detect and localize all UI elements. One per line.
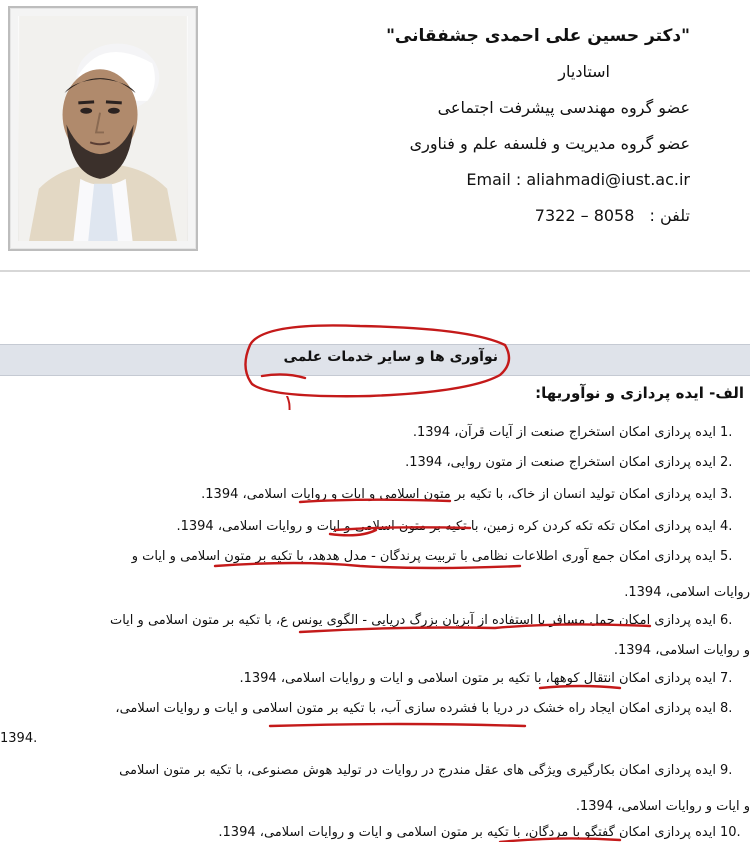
portrait-image [18,16,188,241]
header-divider [0,270,750,272]
list-item: .6ایده پردازی امکان حمل مسافر با استفاده از آبزیان بزرگ دریایی - الگوی یونس ع، با تکیه بر متون اسلامی و ایات و روایات اسلامی، 1394. [109,613,750,658]
profile-header [0,0,750,272]
sub-heading: الف- ایده پردازی و نوآوریها: [535,384,744,402]
list-item: .9ایده پردازی امکان بکارگیری ویژگی های عقل مندرج در روایات در تولید هوش مصنوعی، با تکیه بر متون اسلامی و ایات و روایات اسلامی، 1394. [119,763,750,814]
profile-info [220,18,690,234]
section-title: نوآوری ها و سایر خدمات علمی [283,349,498,365]
profile-group-2: عضو گروه مدیریت و فلسفه علم و فناوری [409,134,690,153]
phone-number: 7322 – 8058 [534,206,635,225]
phone-label: تلفن : [649,206,690,225]
list-item: .5ایده پردازی امکان جمع آوری اطلاعات نظامی با تربیت پرندگان - مدل هدهد، با تکیه بر متون اسلامی و ایات و روایات اسلامی، 1394. [131,549,750,600]
list-item: .10ایده پردازی امکان گفتگو با مردگان، با تکیه بر متون اسلامی و ایات و روایات اسلامی، 1394. [218,825,741,840]
profile-rank: استادیار [558,62,610,81]
profile-group-1: عضو گروه مهندسی پیشرفت اجتماعی [437,98,690,117]
profile-photo-frame [8,6,198,251]
profile-name: "دکتر حسین علی احمدی جشفقانی" [386,26,690,46]
list-item: .1ایده پردازی امکان استخراج صنعت از آیات قرآن، 1394. [412,425,733,440]
list-item: .8ایده پردازی امکان ایجاد راه خشک در دریا با فشرده سازی آب، با تکیه بر متون اسلامی و ایات و روایات اسلامی، 1394. [0,701,733,746]
list-item: .3ایده پردازی امکان تولید انسان از خاک، با تکیه بر متون اسلامی و ایات و روایات اسلامی، 1394. [201,487,733,502]
list-item: .7ایده پردازی امکان انتقال کوهها، با تکیه بر متون اسلامی و ایات و روایات اسلامی، 1394. [239,671,733,686]
list-item: .4ایده پردازی امکان تکه تکه کردن کره زمین، با تکیه بر متون اسلامی و ایات و روایات اسلامی، 1394. [176,519,733,534]
profile-email[interactable]: Email : aliahmadi@iust.ac.ir [466,170,690,189]
profile-phone [220,198,690,234]
profile-photo [18,16,188,241]
list-item: .2ایده پردازی امکان استخراج صنعت از متون روایی، 1394. [405,455,733,470]
annotation-number: ۱ [283,391,295,416]
